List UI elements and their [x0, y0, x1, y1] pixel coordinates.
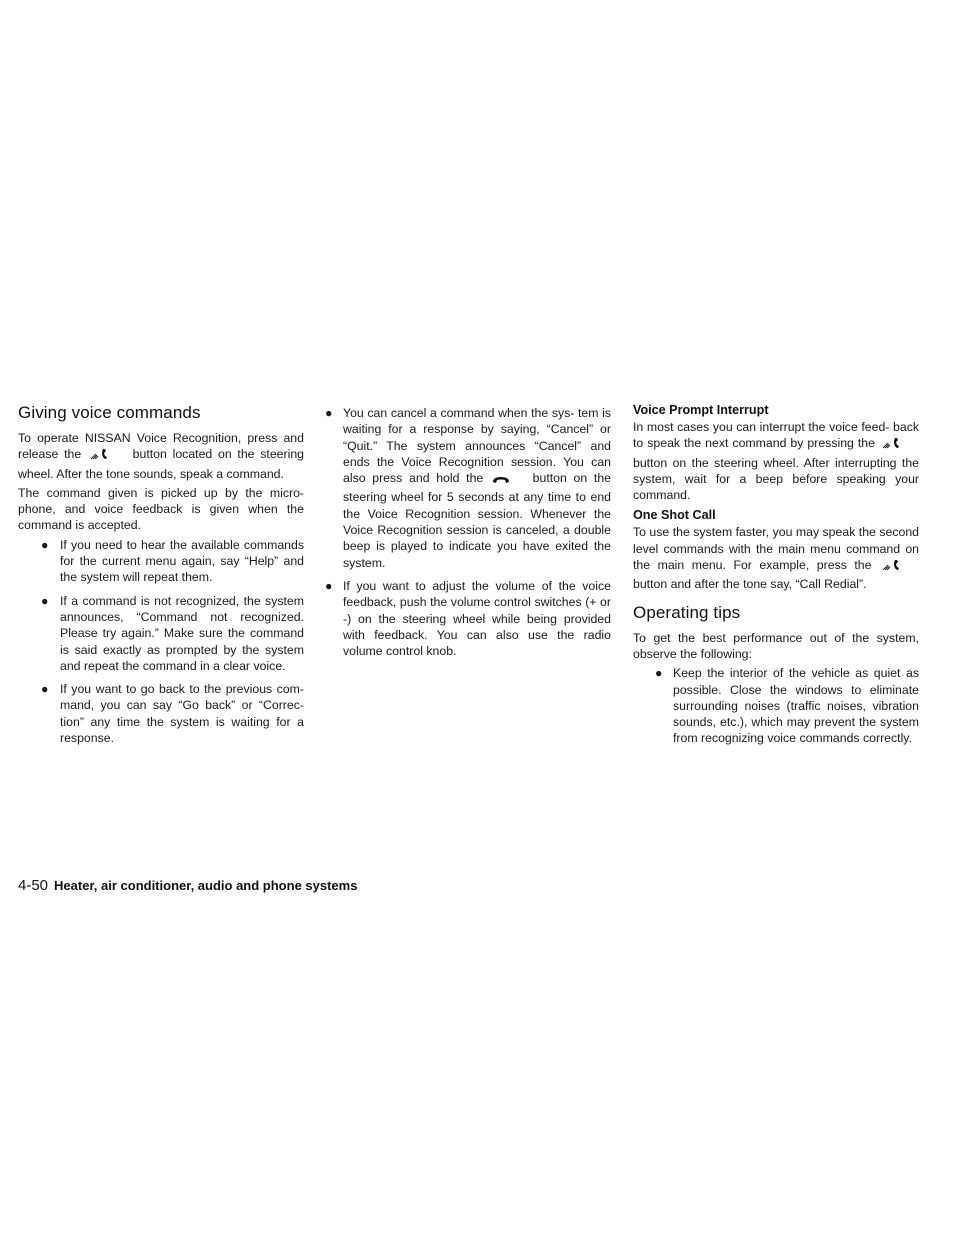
subheading-one-shot-call: One Shot Call	[633, 508, 716, 523]
list-item-text: If a command is not recognized, the system announces, “Command not recognized. Please try again.” Make sure the command is said exactly as prompted by the system and repeat the command in a clear voice.	[60, 593, 304, 673]
column-3	[633, 403, 919, 754]
phone-end-icon	[492, 473, 510, 489]
list-item	[325, 578, 611, 659]
heading-operating-tips: Operating tips	[633, 602, 741, 622]
bullet-marker: ●	[655, 666, 663, 681]
paragraph-interrupt	[633, 419, 919, 503]
column-2	[325, 405, 611, 666]
talk-button-icon	[881, 436, 903, 454]
bullet-marker: ●	[325, 578, 333, 593]
list-item	[18, 681, 304, 746]
bullet-marker: ●	[41, 593, 49, 608]
list-item-text: If you want to adjust the volume of the voice feedback, push the volume control switches (+ or -) on the steering wheel while being provided with feedback. You can also use the radio volume control knob.	[343, 578, 611, 659]
talk-button-icon	[89, 447, 111, 465]
chapter-title: Heater, air conditioner, audio and phone systems	[54, 878, 358, 893]
list-item	[18, 537, 304, 586]
heading-giving-voice-commands: Giving voice commands	[18, 403, 201, 422]
cancel-text-start: You can cancel a command when the sys- tem is waiting for a response by saying, “Cancel” or “Quit.” The system announces “Cancel” and ends the Voice Recognition session. You can also press and hold the	[343, 406, 611, 486]
paragraph-operate	[18, 430, 304, 482]
talk-button-icon	[881, 558, 903, 576]
cancel-text-end: button on the steering wheel for 5 seconds at any time to end the Voice Recognition session. Whenever the Voice Recognition session is canceled, a double beep is played to indicate you have exited the system.	[343, 471, 612, 570]
bullet-marker: ●	[325, 406, 333, 420]
paragraph-one-shot-end: button and after the tone say, “Call Redial”.	[633, 577, 867, 592]
subheading-voice-prompt-interrupt: Voice Prompt Interrupt	[633, 403, 769, 417]
list-item	[18, 593, 304, 674]
paragraph-interrupt-start: In most cases you can interrupt the voice feed- back to speak the next command by pressing the	[633, 420, 919, 451]
paragraph-operate-end: button located on the steering wheel. After the tone sounds, speak a command.	[18, 447, 305, 481]
list-item-text: Keep the interior of the vehicle as quiet as possible. Close the windows to eliminate surrounding noises (traffic noises, vibration sounds, etc.), which may prevent the system from recognizing voice commands correctly.	[673, 666, 919, 746]
paragraph-operate-start: To operate NISSAN Voice Recognition, press and release the	[18, 431, 304, 462]
page-number: 4-50	[18, 877, 49, 894]
list-item	[633, 665, 919, 746]
list-item-text: If you want to go back to the previous com- mand, you can say “Go back” or “Correc- tion” any time the system is waiting for a response.	[60, 682, 304, 746]
column-1	[18, 403, 304, 753]
bullet-marker: ●	[41, 682, 49, 697]
tips-bullet-list	[633, 665, 919, 746]
bullet-marker: ●	[41, 537, 49, 552]
paragraph-tips-intro: To get the best performance out of the system, observe the following:	[633, 630, 919, 661]
paragraph-one-shot-start: To use the system faster, you may speak the second level commands with the main menu command on the main menu. For example, press the	[633, 525, 919, 573]
paragraph-interrupt-end: button on the steering wheel. After interrupting the system, wait for a beep before speaking your command.	[633, 455, 919, 503]
page-footer	[18, 877, 357, 894]
col2-bullet-list	[325, 405, 611, 659]
paragraph-one-shot	[633, 524, 919, 592]
col1-bullet-list	[18, 537, 304, 747]
list-item	[325, 405, 611, 571]
list-item-text: If you need to hear the available commands for the current menu again, say “Help” and the system will repeat them.	[60, 537, 304, 585]
paragraph-command-given: The command given is picked up by the micro- phone, and voice feedback is given when the command is accepted.	[18, 485, 304, 533]
